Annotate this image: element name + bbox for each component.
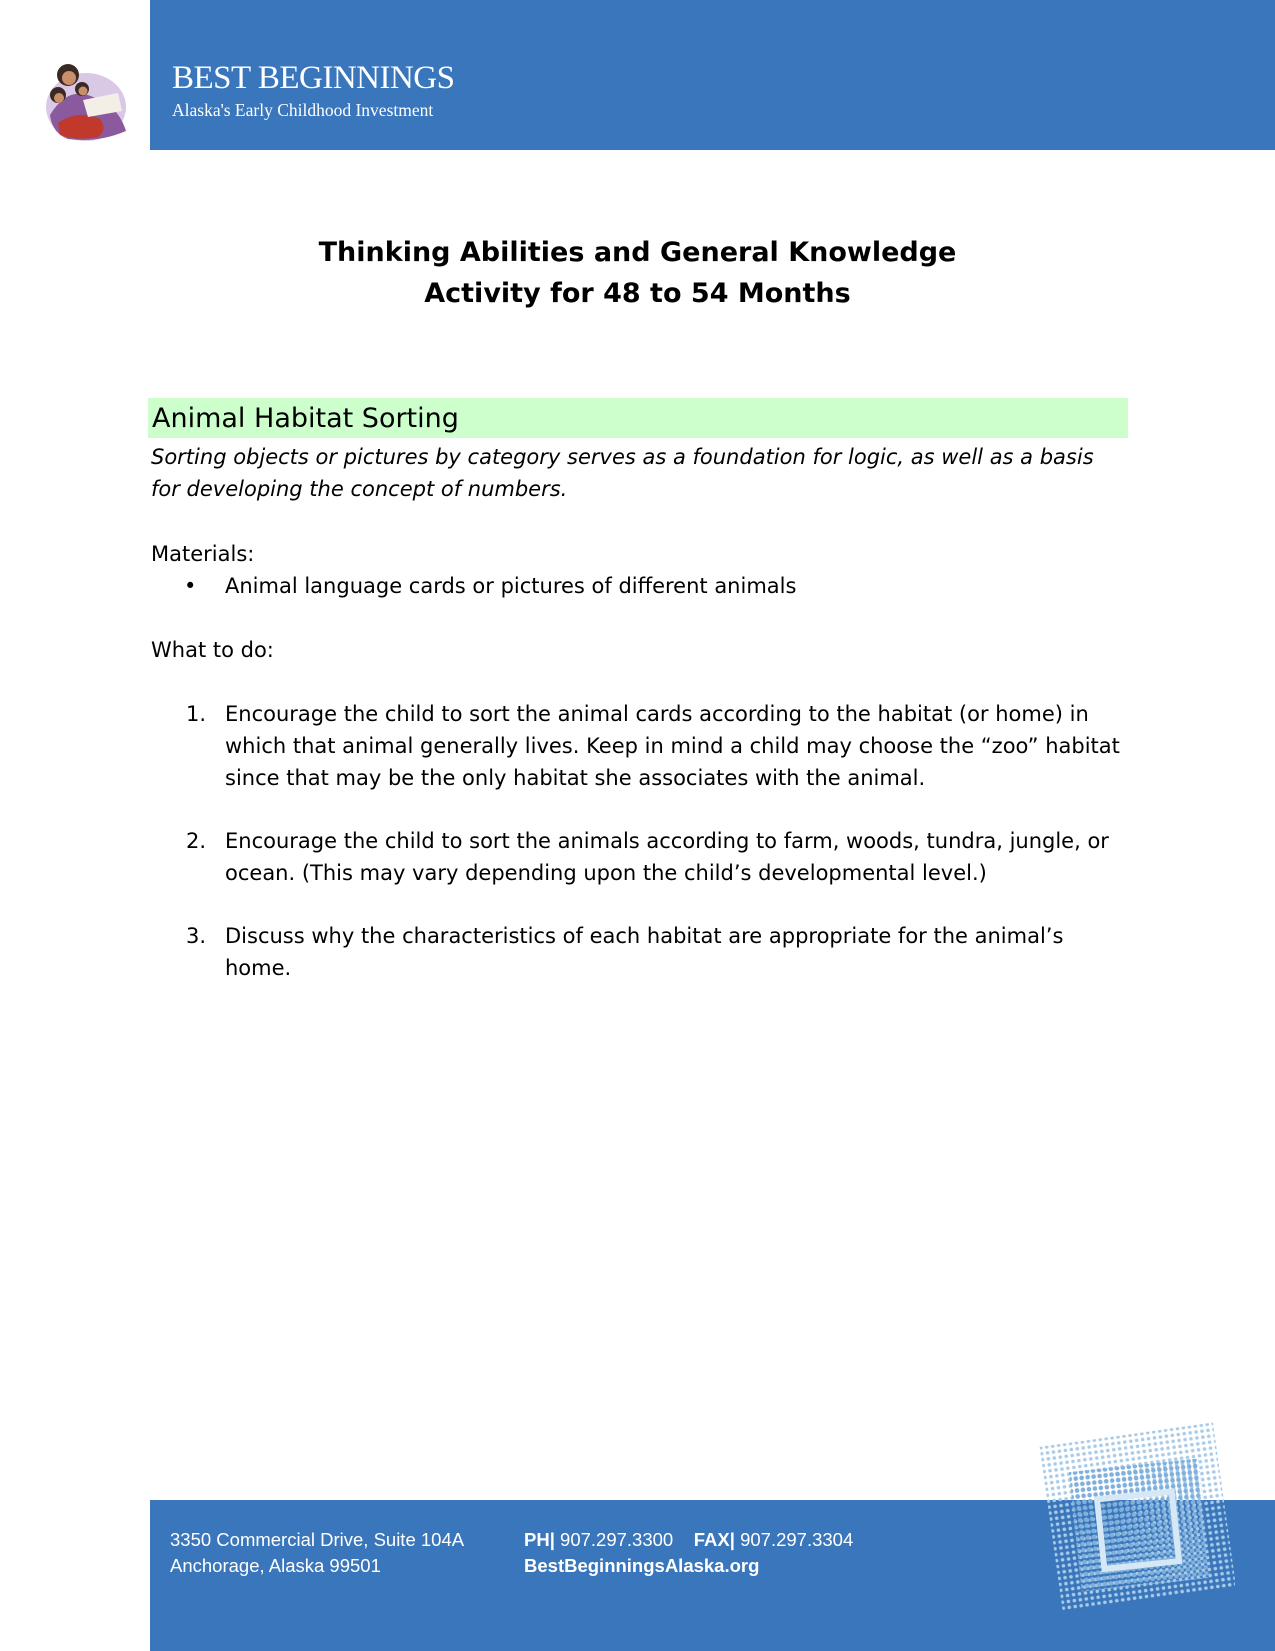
step-text-line: ocean. (This may vary depending upon the child’s developmental level.) [225, 861, 987, 885]
step-item [151, 920, 1126, 984]
step-item [151, 825, 1126, 889]
document-title [150, 232, 1125, 314]
step-number: 1. [186, 702, 207, 726]
what-to-do-label: What to do: [151, 638, 274, 662]
address-line-1: 3350 Commercial Drive, Suite 104A [170, 1529, 465, 1550]
step-text-line: Encourage the child to sort the animals according to farm, woods, tundra, jungle, or [225, 829, 1109, 853]
footer-contact: PH| 907.297.3300 FAX| 907.297.3304 BestBeginningsAlaska.org [524, 1529, 854, 1576]
fax-label: FAX [693, 1529, 730, 1550]
step-text-line: since that may be the only habitat she associates with the animal. [225, 766, 926, 790]
title-line-1: Thinking Abilities and General Knowledge [318, 237, 957, 268]
step-item [151, 698, 1126, 794]
brand-tagline: Alaska's Early Childhood Investment [172, 100, 434, 120]
phone-number: 907.297.3300 [560, 1529, 674, 1550]
bullet-icon: • [184, 574, 197, 598]
step-text-line: which that animal generally lives. Keep in mind a child may choose the “zoo” habitat [225, 734, 1120, 758]
step-text-line: Discuss why the characteristics of each habitat are appropriate for the animal’s [225, 924, 1064, 948]
fax-number: 907.297.3304 [740, 1529, 854, 1550]
steps-list [151, 698, 1126, 1015]
address-line-2: Anchorage, Alaska 99501 [170, 1555, 381, 1576]
material-text: Animal language cards or pictures of different animals [225, 574, 797, 598]
footer-address [170, 1527, 464, 1579]
title-line-2: Activity for 48 to 54 Months [424, 278, 851, 309]
website-link[interactable]: BestBeginningsAlaska.org [524, 1555, 760, 1576]
halftone-square-icon [1030, 1415, 1235, 1610]
mother-reading-logo-icon [38, 45, 138, 145]
step-number: 2. [186, 829, 207, 853]
brand-name: BEST BEGINNINGS [172, 60, 455, 96]
phone-label: PH [524, 1529, 550, 1550]
materials-label: Materials: [151, 542, 255, 566]
step-text-line: Encourage the child to sort the animal cards according to the habitat (or home) in [225, 702, 1089, 726]
header-banner [150, 0, 1275, 150]
intro-line-2: for developing the concept of numbers. [151, 477, 568, 501]
step-number: 3. [186, 924, 207, 948]
activity-heading: Animal Habitat Sorting [148, 398, 1128, 438]
step-text-line: home. [225, 956, 292, 980]
intro-line-1: Sorting objects or pictures by category serves as a foundation for logic, as well as a basis [151, 445, 1094, 469]
activity-intro [151, 441, 1126, 505]
